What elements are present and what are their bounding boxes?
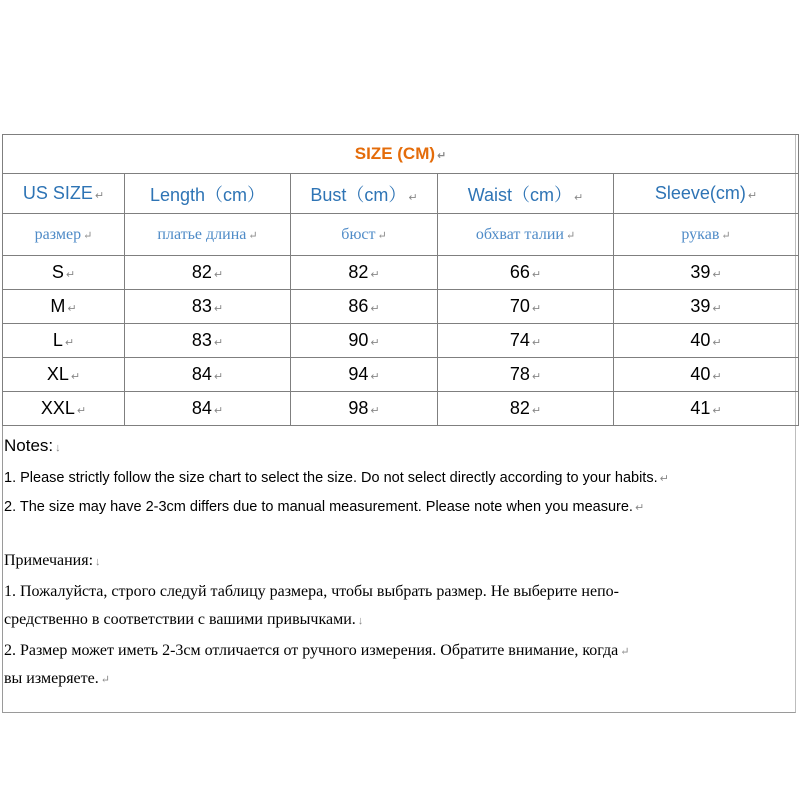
table-row (3, 256, 799, 290)
header-ru-waist: обхват талии ↵ (438, 214, 614, 256)
table-cell: 40 ↵ (614, 358, 799, 392)
return-mark-icon: ↵ (437, 150, 447, 162)
note-ru-2-line-2: вы измеряете. ↵ (4, 670, 110, 687)
line-break-mark-icon: ↓ (55, 442, 61, 454)
header-bust: Bust（cm） ↵ (291, 174, 438, 214)
table-cell: 39 ↵ (614, 290, 799, 324)
table-cell: 40 ↵ (614, 324, 799, 358)
table-cell: 82 ↵ (291, 256, 438, 290)
table-cell: 39 ↵ (614, 256, 799, 290)
table-cell: 84 ↵ (125, 392, 291, 426)
table-row (3, 290, 799, 324)
table-cell: 82 ↵ (438, 392, 614, 426)
note-en-2: 2. The size may have 2-3cm differs due to manual measurement. Please note when you measure. ↵ (4, 499, 645, 515)
table-cell: 98 ↵ (291, 392, 438, 426)
table-cell: 74 ↵ (438, 324, 614, 358)
note-ru-1-line-2: средственно в соответствии с вашими привычками. ↓ (4, 611, 364, 628)
table-cell: 84 ↵ (125, 358, 291, 392)
header-length: Length（cm） (125, 174, 291, 214)
table-row (3, 392, 799, 426)
size-chart-title-cell (3, 135, 799, 174)
header-row-russian (3, 214, 799, 256)
header-sleeve: Sleeve(cm) ↵ (614, 174, 799, 214)
note-ru-2-line-1: 2. Размер может иметь 2-3см отличается от ручного измерения. Обратите внимание, когда ↵ (4, 642, 630, 659)
notes-title: Notes: ↓ (4, 436, 61, 455)
header-ru-size: размер ↵ (3, 214, 125, 256)
table-cell: 82 ↵ (125, 256, 291, 290)
table-cell: 78 ↵ (438, 358, 614, 392)
note-ru-1-line-1: 1. Пожалуйста, строго следуй таблицу размера, чтобы выбрать размер. Не выберите непо- (4, 583, 619, 600)
table-cell: XL ↵ (3, 358, 125, 392)
header-ru-length: платье длина ↵ (125, 214, 291, 256)
notes-ru-title: Примечания: ↓ (4, 552, 101, 569)
table-cell: 70 ↵ (438, 290, 614, 324)
header-ru-sleeve: рукав ↵ (614, 214, 799, 256)
table-row (3, 324, 799, 358)
size-chart-title: SIZE (CM) (354, 144, 436, 163)
header-row-english (3, 174, 799, 214)
table-cell: 83 ↵ (125, 324, 291, 358)
header-waist: Waist（cm） ↵ (438, 174, 614, 214)
table-cell: L ↵ (3, 324, 125, 358)
table-cell: XXL ↵ (3, 392, 125, 426)
table-cell: 94 ↵ (291, 358, 438, 392)
header-ru-bust: бюст ↵ (291, 214, 438, 256)
table-cell: 86 ↵ (291, 290, 438, 324)
table-cell: S ↵ (3, 256, 125, 290)
note-en-1: 1. Please strictly follow the size chart to select the size. Do not select directly according to your habits. ↵ (4, 470, 669, 486)
table-cell: 83 ↵ (125, 290, 291, 324)
table-cell: 90 ↵ (291, 324, 438, 358)
size-chart-table (2, 134, 799, 426)
table-cell: 66 ↵ (438, 256, 614, 290)
table-row (3, 358, 799, 392)
table-cell: 41 ↵ (614, 392, 799, 426)
header-us-size: US SIZE ↵ (3, 174, 125, 214)
table-cell: M ↵ (3, 290, 125, 324)
